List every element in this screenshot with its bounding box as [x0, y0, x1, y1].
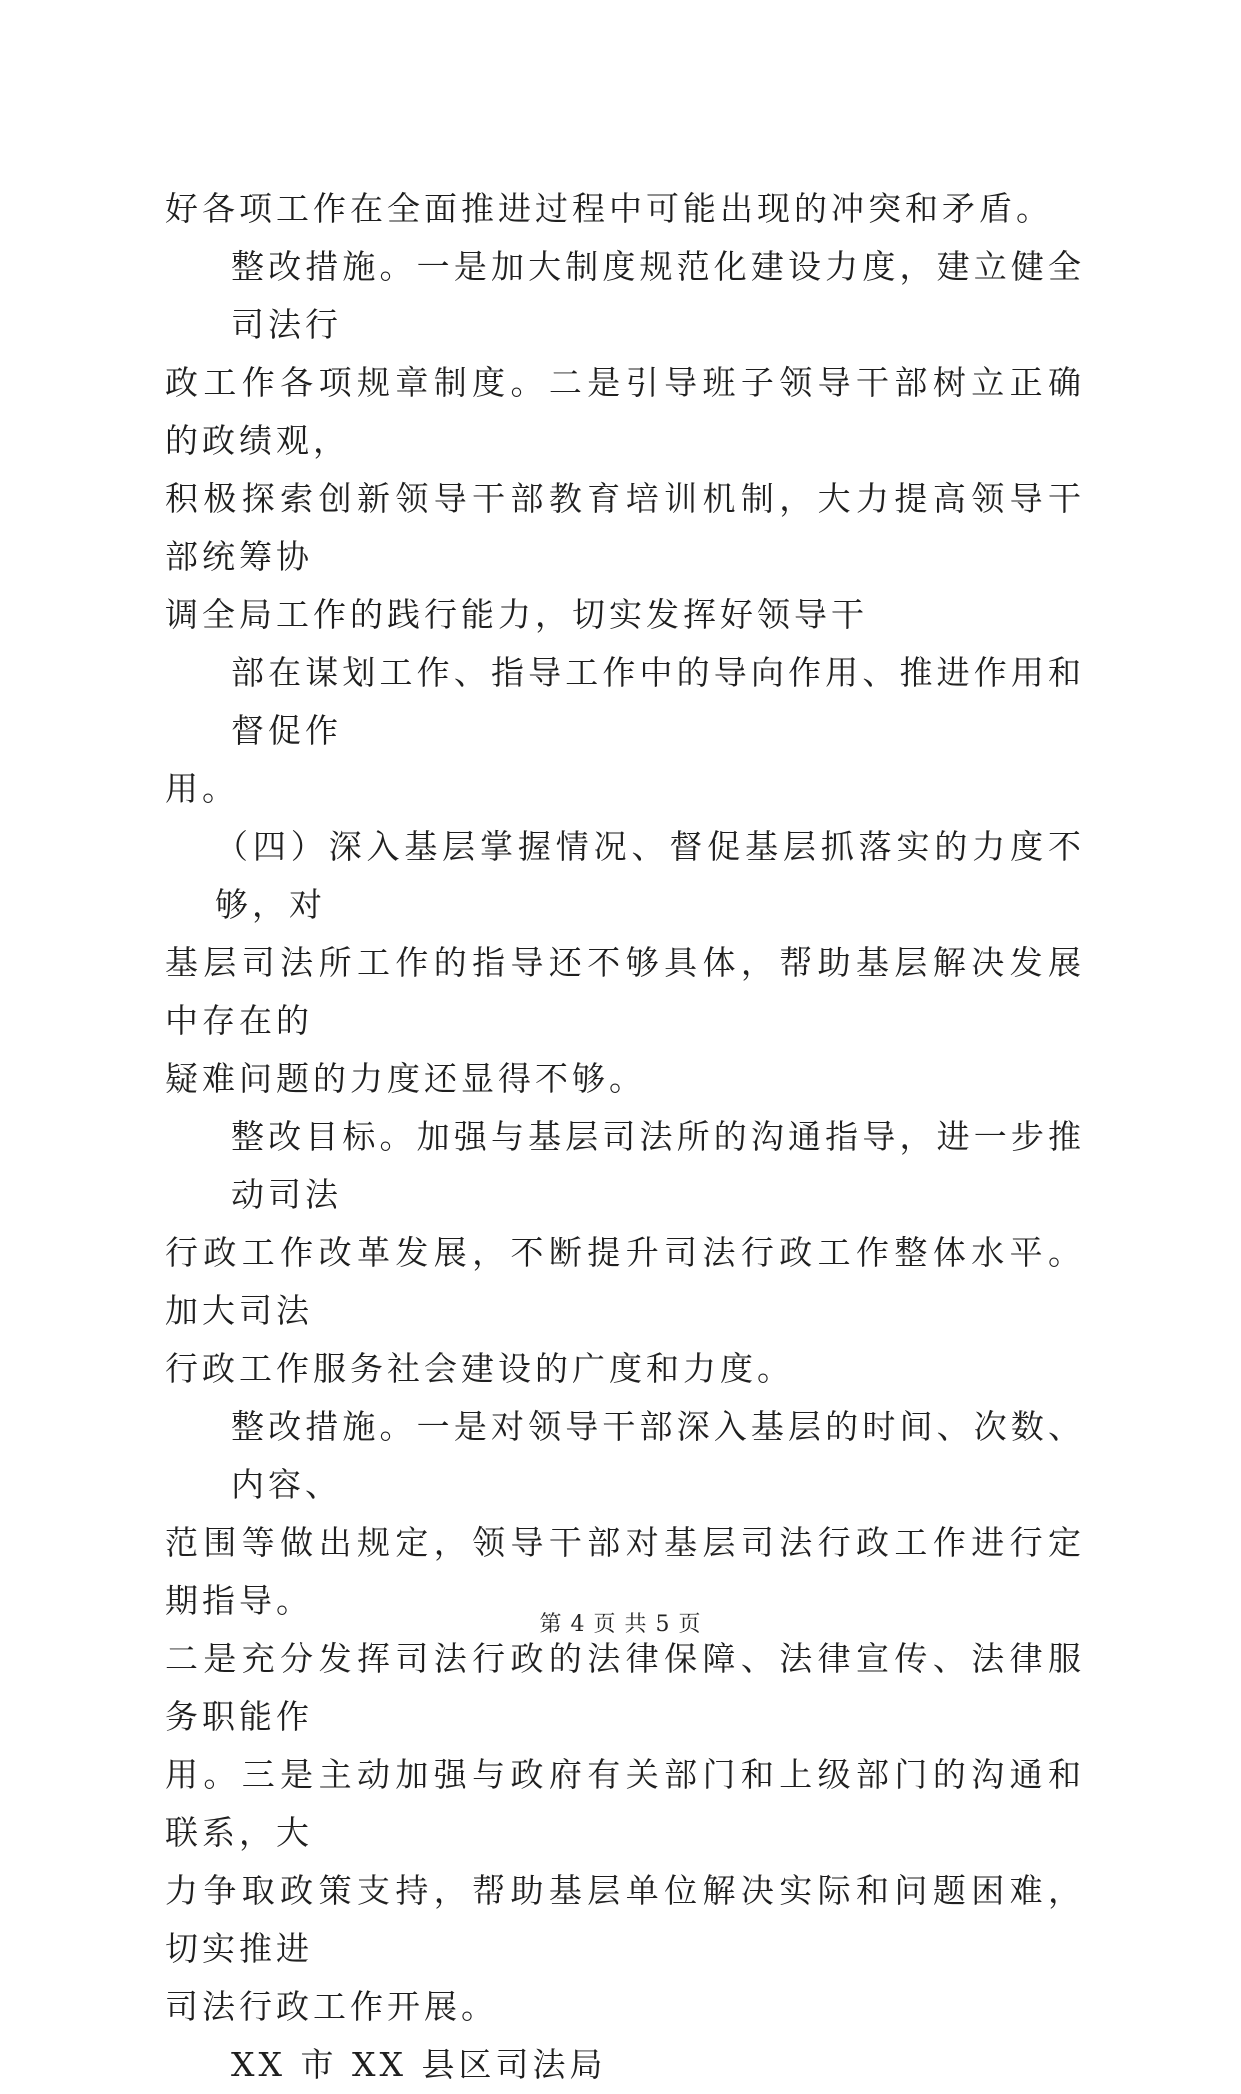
- paragraph-line: 调全局工作的践行能力，切实发挥好领导干: [165, 595, 868, 634]
- paragraph-line: 整改措施。一是加大制度规范化建设力度，建立健全司法行: [231, 247, 1085, 344]
- paragraph-line: 司法行政工作开展。: [165, 1987, 498, 2026]
- page-footer: 第 4 页 共 5 页: [539, 1612, 702, 1637]
- paragraph-line: 二是充分发挥司法行政的法律保障、法律宣传、法律服务职能作: [165, 1639, 1085, 1736]
- paragraph-line: 好各项工作在全面推进过程中可能出现的冲突和矛盾。: [165, 189, 1053, 228]
- paragraph-line: 用。: [165, 769, 239, 808]
- document-body: [165, 180, 1085, 2094]
- signature: [165, 2036, 1085, 2094]
- paragraph-line: 疑难问题的力度还显得不够。: [165, 1059, 646, 1098]
- paragraph-line: 行政工作改革发展，不断提升司法行政工作整体水平。加大司法: [165, 1233, 1085, 1330]
- paragraph-line: 行政工作服务社会建设的广度和力度。: [165, 1349, 794, 1388]
- paragraph-line: 力争取政策支持，帮助基层单位解决实际和问题困难，切实推进: [165, 1871, 1085, 1968]
- paragraph-line: 范围等做出规定，领导干部对基层司法行政工作进行定期指导。: [165, 1523, 1085, 1620]
- paragraph-line: 部在谋划工作、指导工作中的导向作用、推进作用和督促作: [231, 653, 1085, 750]
- signature-text: XX 市 XX 县区司法局: [231, 2045, 607, 2084]
- paragraph-1: [165, 180, 1085, 238]
- paragraph-line: 整改措施。一是对领导干部深入基层的时间、次数、内容、: [231, 1407, 1085, 1504]
- paragraph-line: 整改目标。加强与基层司法所的沟通指导，进一步推动司法: [231, 1117, 1085, 1214]
- paragraph-line: 基层司法所工作的指导还不够具体，帮助基层解决发展中存在的: [165, 943, 1085, 1040]
- paragraph-line: 政工作各项规章制度。二是引导班子领导干部树立正确的政绩观，: [165, 363, 1085, 460]
- paragraph-line: （四）深入基层掌握情况、督促基层抓落实的力度不够，对: [215, 827, 1085, 924]
- paragraph-line: 用。三是主动加强与政府有关部门和上级部门的沟通和联系，大: [165, 1755, 1085, 1852]
- paragraph-line: 积极探索创新领导干部教育培训机制，大力提高领导干部统筹协: [165, 479, 1085, 576]
- paragraph-5: [165, 1108, 1085, 1398]
- paragraph-6: [165, 1398, 1085, 2036]
- paragraph-4: [165, 818, 1085, 1108]
- paragraph-2: [165, 238, 1085, 644]
- paragraph-3: [165, 644, 1085, 818]
